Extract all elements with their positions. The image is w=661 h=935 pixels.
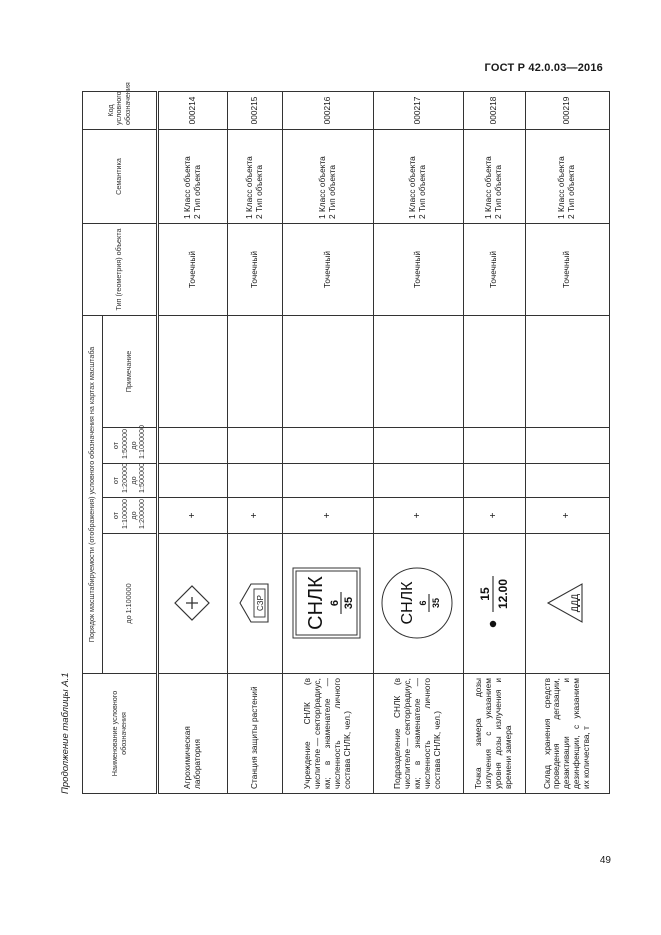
object-type: Точечный bbox=[158, 223, 228, 315]
table-caption: Продолжение таблицы А.1 bbox=[60, 672, 71, 794]
semantics-line-2: 2 Тип объекта bbox=[254, 164, 265, 219]
circle-snlk-icon bbox=[379, 564, 455, 644]
row-name: Подразделение СНЛК (в числителе — сектор/радиус, км; в знаменателе — численность личного состава СНЛК, чел.) bbox=[373, 674, 463, 794]
semantics-line-1: 1 Класс объекта bbox=[182, 156, 193, 219]
row-name: Учреждение СНЛК (в числителе — сектор/радиус, км; в знаменателе — численность личного состава СНЛК, чел.) bbox=[283, 674, 373, 794]
semantics bbox=[283, 129, 373, 223]
symbol-code: 000214 bbox=[158, 91, 228, 129]
semantics-line-2: 2 Тип объекта bbox=[566, 164, 577, 219]
row-name: Склад хранения средств проведения дегазации, дезактивации и дезинфекции, с указанием их количества, т bbox=[525, 674, 609, 794]
semantics bbox=[228, 129, 283, 223]
square-snlk-icon bbox=[289, 564, 364, 644]
scale-mark: + bbox=[463, 498, 525, 534]
object-type: Точечный bbox=[373, 223, 463, 315]
dose-value: 15 bbox=[477, 587, 492, 602]
semantics-line-1: 1 Класс объекта bbox=[483, 156, 494, 219]
col-header-scale-1: до 1:100000 bbox=[103, 534, 158, 674]
semantics bbox=[158, 129, 228, 223]
scale-mark: + bbox=[373, 498, 463, 534]
symbol-code: 000218 bbox=[463, 91, 525, 129]
symbols-table bbox=[82, 82, 610, 794]
triangle-label: ДДД bbox=[569, 594, 580, 613]
symbol-code: 000217 bbox=[373, 91, 463, 129]
snlk-label: СНЛК bbox=[398, 582, 416, 625]
semantics-line-2: 2 Тип объекта bbox=[417, 164, 428, 219]
table-region bbox=[58, 82, 614, 794]
semantics bbox=[525, 129, 609, 223]
object-type: Точечный bbox=[283, 223, 373, 315]
snlk-numerator: 6 bbox=[328, 600, 341, 607]
scale-mark: + bbox=[525, 498, 609, 534]
dose-time: 12.00 bbox=[495, 579, 510, 610]
row-name: Точка замера дозы излучения с указанием уровня дозы излучения и времени замера bbox=[463, 674, 525, 794]
house-label: СЗР bbox=[255, 595, 265, 612]
snlk-denominator: 35 bbox=[342, 597, 355, 610]
semantics-line-2: 2 Тип объекта bbox=[192, 164, 203, 219]
dose-point-icon bbox=[470, 569, 516, 639]
page-number: 49 bbox=[599, 855, 611, 866]
symbol-code: 000216 bbox=[283, 91, 373, 129]
semantics-line-1: 1 Класс объекта bbox=[407, 156, 418, 219]
object-type: Точечный bbox=[463, 223, 525, 315]
object-type: Точечный bbox=[228, 223, 283, 315]
col-header-note: Примечание bbox=[103, 315, 158, 427]
col-header-scale-2: от 1:100000 до 1:200000 bbox=[103, 498, 158, 534]
semantics-line-1: 1 Класс объекта bbox=[556, 156, 567, 219]
snlk-label: СНЛК bbox=[304, 576, 327, 631]
scale-mark: + bbox=[158, 498, 228, 534]
semantics bbox=[463, 129, 525, 223]
symbol-cell bbox=[463, 534, 525, 674]
col-header-scale-4: от 1:500000 до 1:1000000 bbox=[103, 428, 158, 464]
table-row bbox=[158, 91, 228, 793]
col-header-name: Наименование условного обозначения bbox=[83, 674, 158, 794]
table-row bbox=[283, 91, 373, 793]
table-row bbox=[463, 91, 525, 793]
col-header-semantics: Семантика bbox=[83, 129, 158, 223]
triangle-ddd-icon bbox=[545, 582, 587, 626]
diamond-plus-icon bbox=[172, 584, 212, 624]
document-header: ГОСТ Р 42.0.03—2016 bbox=[484, 62, 603, 74]
symbol-code: 000219 bbox=[525, 91, 609, 129]
scale-mark: + bbox=[283, 498, 373, 534]
table-row bbox=[525, 91, 609, 793]
col-header-order: Порядок масштабируемости (отображения) условного обозначения на картах масштаба bbox=[83, 315, 103, 673]
symbol-cell bbox=[283, 534, 373, 674]
symbol-code: 000215 bbox=[228, 91, 283, 129]
semantics-line-2: 2 Тип объекта bbox=[493, 164, 504, 219]
semantics-line-2: 2 Тип объекта bbox=[326, 164, 337, 219]
semantics-line-1: 1 Класс объекта bbox=[244, 156, 255, 219]
row-name: Станция защиты растений bbox=[228, 674, 283, 794]
scale-mark: + bbox=[228, 498, 283, 534]
col-header-code: Код условного обозначения bbox=[83, 91, 158, 129]
row-name: Агрохимическая лаборатория bbox=[158, 674, 228, 794]
house-szr-icon bbox=[237, 582, 271, 626]
object-type: Точечный bbox=[525, 223, 609, 315]
symbol-cell bbox=[373, 534, 463, 674]
snlk-numerator: 6 bbox=[417, 600, 428, 607]
col-header-type: Тип (геометрия) объекта bbox=[83, 223, 158, 315]
symbol-cell bbox=[158, 534, 228, 674]
symbol-cell bbox=[228, 534, 283, 674]
snlk-denominator: 35 bbox=[430, 598, 441, 609]
table-row bbox=[228, 91, 283, 793]
table-row bbox=[373, 91, 463, 793]
semantics bbox=[373, 129, 463, 223]
symbol-cell bbox=[525, 534, 609, 674]
col-header-scale-3: от 1:200000 до 1:500000 bbox=[103, 464, 158, 498]
semantics-line-1: 1 Класс объекта bbox=[316, 156, 327, 219]
rotated-page bbox=[58, 82, 614, 794]
